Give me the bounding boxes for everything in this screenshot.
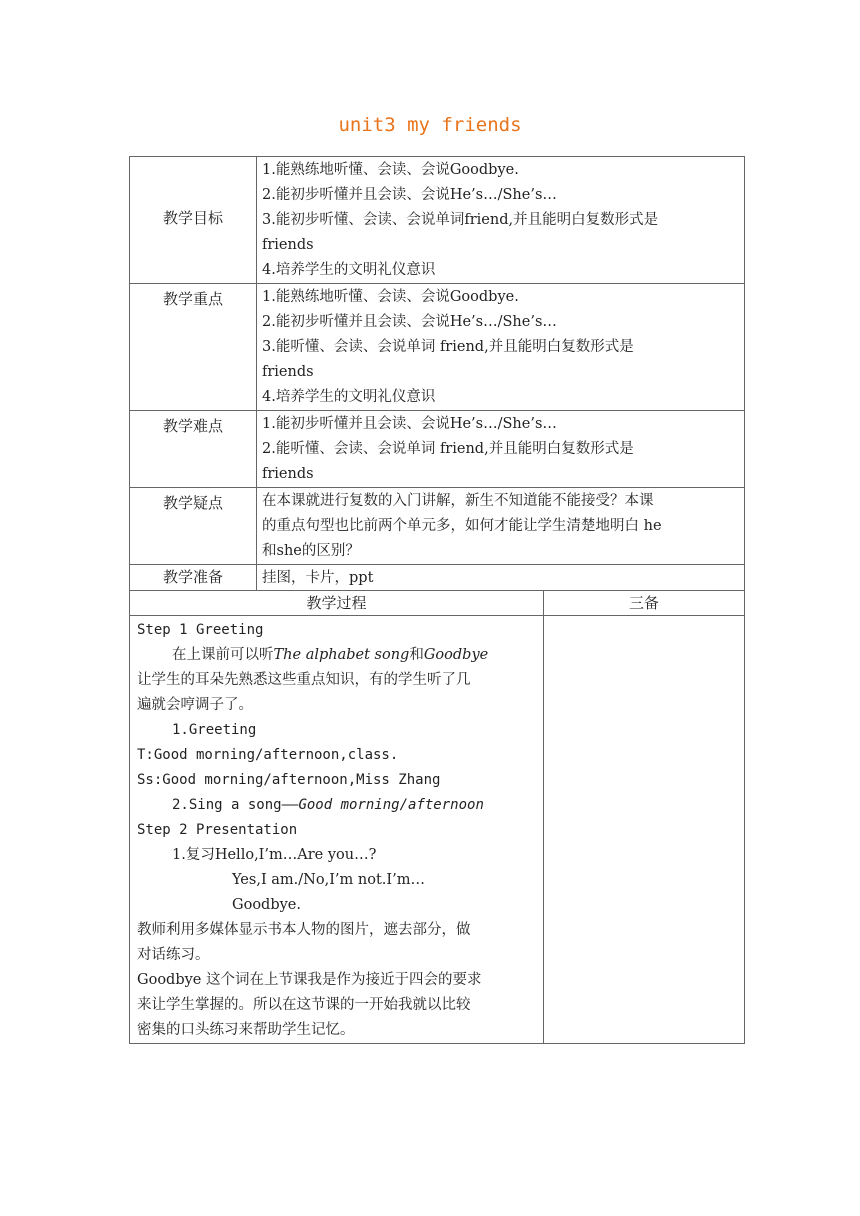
content-line: 2.能初步听懂并且会读、会说He’s…/She’s… [262,187,557,203]
process-header: 教学过程 [130,591,544,616]
song-title: The alphabet song [273,647,410,663]
row-doubt-points [130,488,745,565]
sub-heading: 2.Sing a song——Good morning/afternoon [172,797,484,813]
paragraph: 让学生的耳朵先熟悉这些重点知识，有的学生听了几 [137,672,471,688]
side-notes-cell [544,616,745,1044]
row-label: 教学疑点 [130,488,257,565]
process-body-row [130,616,745,1044]
content-line: 4.培养学生的文明礼仪意识 [262,262,436,278]
row-label: 教学目标 [130,157,257,284]
row-key-points [130,284,745,411]
song-title: Good morning/afternoon [298,797,484,813]
lesson-plan-table [129,156,745,1044]
process-header-row [130,591,745,616]
content-line: 和she的区别？ [262,543,360,559]
content-line: 4.培养学生的文明礼仪意识 [262,389,436,405]
paragraph: 对话练习。 [137,947,210,963]
row-difficult-points [130,411,745,488]
content-line: 1.能熟练地听懂、会读、会说Goodbye. [262,162,519,178]
step-heading: Step 2 Presentation [137,822,298,838]
row-content [257,157,745,284]
content-line: 1.能初步听懂并且会读、会说He’s…/She’s… [262,416,557,432]
row-preparation [130,565,745,591]
step-heading: Step 1 Greeting [137,622,264,638]
content-line: friends [262,364,314,380]
dialogue-line: Yes,I am./No,I’m not.I’m… [232,872,425,888]
content-line: 1.能熟练地听懂、会读、会说Goodbye. [262,289,519,305]
paragraph: 在上课前可以听The alphabet song和Goodbye [172,647,489,663]
paragraph: 教师利用多媒体显示书本人物的图片，遮去部分，做 [137,922,471,938]
document-title: unit3 my friends [338,114,522,136]
row-label: 教学难点 [130,411,257,488]
sub-heading: 1.Greeting [172,722,257,738]
sub-heading: 1.复习Hello,I’m…Are you…? [172,847,377,863]
content-line: 的重点句型也比前两个单元多，如何才能让学生清楚地明白 he [262,518,662,534]
row-label: 教学准备 [130,565,257,591]
row-content: 挂图，卡片，ppt [257,565,745,591]
paragraph: Goodbye 这个词在上节课我是作为接近于四会的要求 [137,972,482,988]
dialogue-line: Goodbye. [232,897,301,913]
row-content [257,411,745,488]
content-line: 在本课就进行复数的入门讲解，新生不知道能不能接受？本课 [262,493,654,509]
content-line: 3.能听懂、会读、会说单词 friend,并且能明白复数形式是 [262,339,634,355]
content-line: 3.能初步听懂、会读、会说单词friend,并且能明白复数形式是 [262,212,659,228]
row-goals [130,157,745,284]
row-label: 教学重点 [130,284,257,411]
side-header: 三备 [544,591,745,616]
row-content [257,488,745,565]
process-content [130,616,544,1044]
paragraph: 遍就会哼调子了。 [137,697,253,713]
content-line: 2.能初步听懂并且会读、会说He’s…/She’s… [262,314,557,330]
content-line: friends [262,237,314,253]
dialogue-line: Ss:Good morning/afternoon,Miss Zhang [137,772,441,788]
paragraph: 来让学生掌握的。所以在这节课的一开始我就以比较 [137,997,471,1013]
paragraph: 密集的口头练习来帮助学生记忆。 [137,1022,355,1038]
content-line: 2.能听懂、会读、会说单词 friend,并且能明白复数形式是 [262,441,634,457]
content-line: friends [262,466,314,482]
row-content [257,284,745,411]
song-title: Goodbye [423,647,489,663]
dialogue-line: T:Good morning/afternoon,class. [137,747,399,763]
